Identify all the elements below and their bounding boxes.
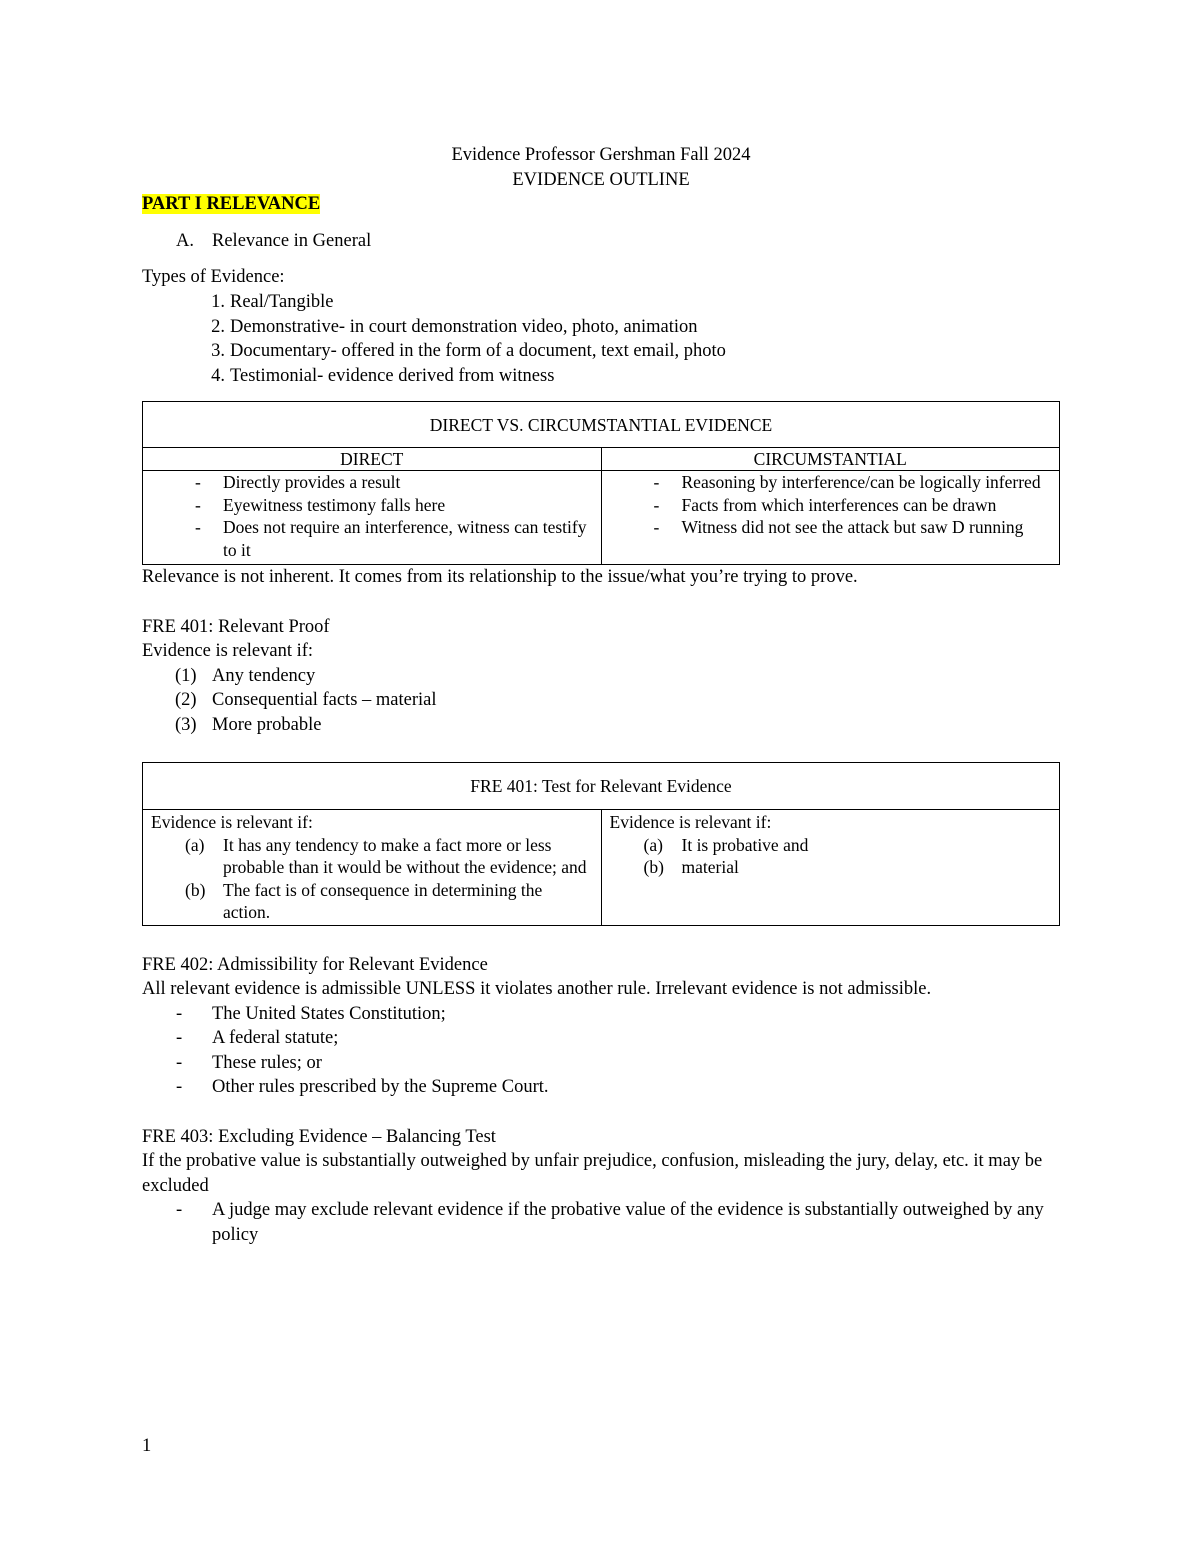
- table-title: DIRECT VS. CIRCUMSTANTIAL EVIDENCE: [143, 402, 1060, 448]
- list-item: (a) It has any tendency to make a fact more or less probable than it would be without the evidence; and: [185, 834, 587, 877]
- document-page: [142, 143, 1060, 1248]
- list-item: (2) Consequential facts – material: [175, 690, 437, 711]
- fre401-test-table: [142, 762, 1060, 926]
- list-item: (3) More probable: [175, 714, 322, 735]
- fre402-list: [142, 1002, 1060, 1100]
- column-header-circumstantial: CIRCUMSTANTIAL: [601, 447, 1060, 471]
- page-number: 1: [142, 1436, 152, 1456]
- section-marker: A.: [176, 230, 194, 251]
- list-item: - These rules; or: [176, 1052, 322, 1073]
- list-item: - Reasoning by interference/can be logically inferred: [653, 472, 1041, 493]
- section-label: Relevance in General: [212, 230, 372, 251]
- types-heading: Types of Evidence:: [142, 267, 285, 288]
- list-item: (a) It is probative and: [643, 834, 809, 855]
- list-item: - Does not require an interference, witness can testify to it: [195, 517, 587, 560]
- part-heading: PART I RELEVANCE: [142, 194, 321, 215]
- left-intro: Evidence is relevant if:: [151, 812, 313, 832]
- fre403-heading: FRE 403: Excluding Evidence – Balancing Test: [142, 1126, 496, 1147]
- right-intro: Evidence is relevant if:: [609, 812, 772, 832]
- list-item: (b) The fact is of consequence in determining the action.: [185, 879, 543, 922]
- direct-vs-circumstantial-table: [142, 401, 1060, 565]
- list-item: - A judge may exclude relevant evidence if the probative value of the evidence is substantially outweighed by any policy: [176, 1200, 1044, 1246]
- fre401-list: [142, 664, 1060, 738]
- fre403-list: [142, 1198, 1060, 1247]
- table-title: FRE 401: Test for Relevant Evidence: [143, 762, 1060, 810]
- fre402-body: All relevant evidence is admissible UNLESS it violates another rule. Irrelevant evidence is not admissible.: [142, 979, 932, 1000]
- column-header-direct: DIRECT: [143, 447, 602, 471]
- list-item: 2. Demonstrative- in court demonstration video, photo, animation: [211, 316, 698, 337]
- direct-list: [151, 471, 593, 561]
- section-heading: [142, 229, 1060, 254]
- list-item: - Facts from which interferences can be drawn: [653, 494, 997, 515]
- list-item: 1. Real/Tangible: [211, 291, 334, 312]
- fre402-heading: FRE 402: Admissibility for Relevant Evidence: [142, 954, 488, 975]
- left-list: [151, 834, 593, 924]
- doc-title: Evidence Professor Gershman Fall 2024: [451, 145, 751, 165]
- doc-subtitle: EVIDENCE OUTLINE: [512, 169, 690, 190]
- list-item: 4. Testimonial- evidence derived from witness: [211, 365, 555, 386]
- list-item: - Eyewitness testimony falls here: [195, 494, 446, 515]
- list-item: - A federal statute;: [176, 1028, 339, 1049]
- list-item: - Witness did not see the attack but saw D running: [653, 517, 1024, 538]
- list-item: 3. Documentary- offered in the form of a document, text email, photo: [211, 341, 726, 362]
- list-item: (1) Any tendency: [175, 665, 316, 686]
- list-item: - The United States Constitution;: [176, 1003, 446, 1024]
- list-item: - Directly provides a result: [195, 472, 401, 493]
- fre401-heading: FRE 401: Relevant Proof: [142, 616, 330, 637]
- right-list: [610, 834, 1052, 879]
- fre401-intro: Evidence is relevant if:: [142, 641, 314, 662]
- relevance-note: Relevance is not inherent. It comes from its relationship to the issue/what you’re trying to prove.: [142, 567, 858, 588]
- types-list: [142, 290, 1060, 388]
- circumstantial-list: [610, 471, 1052, 539]
- fre403-body: If the probative value is substantially outweighed by unfair prejudice, confusion, misleading the jury, delay, etc. it may be excluded: [142, 1151, 1043, 1196]
- list-item: - Other rules prescribed by the Supreme Court.: [176, 1077, 549, 1098]
- list-item: (b) material: [643, 857, 739, 877]
